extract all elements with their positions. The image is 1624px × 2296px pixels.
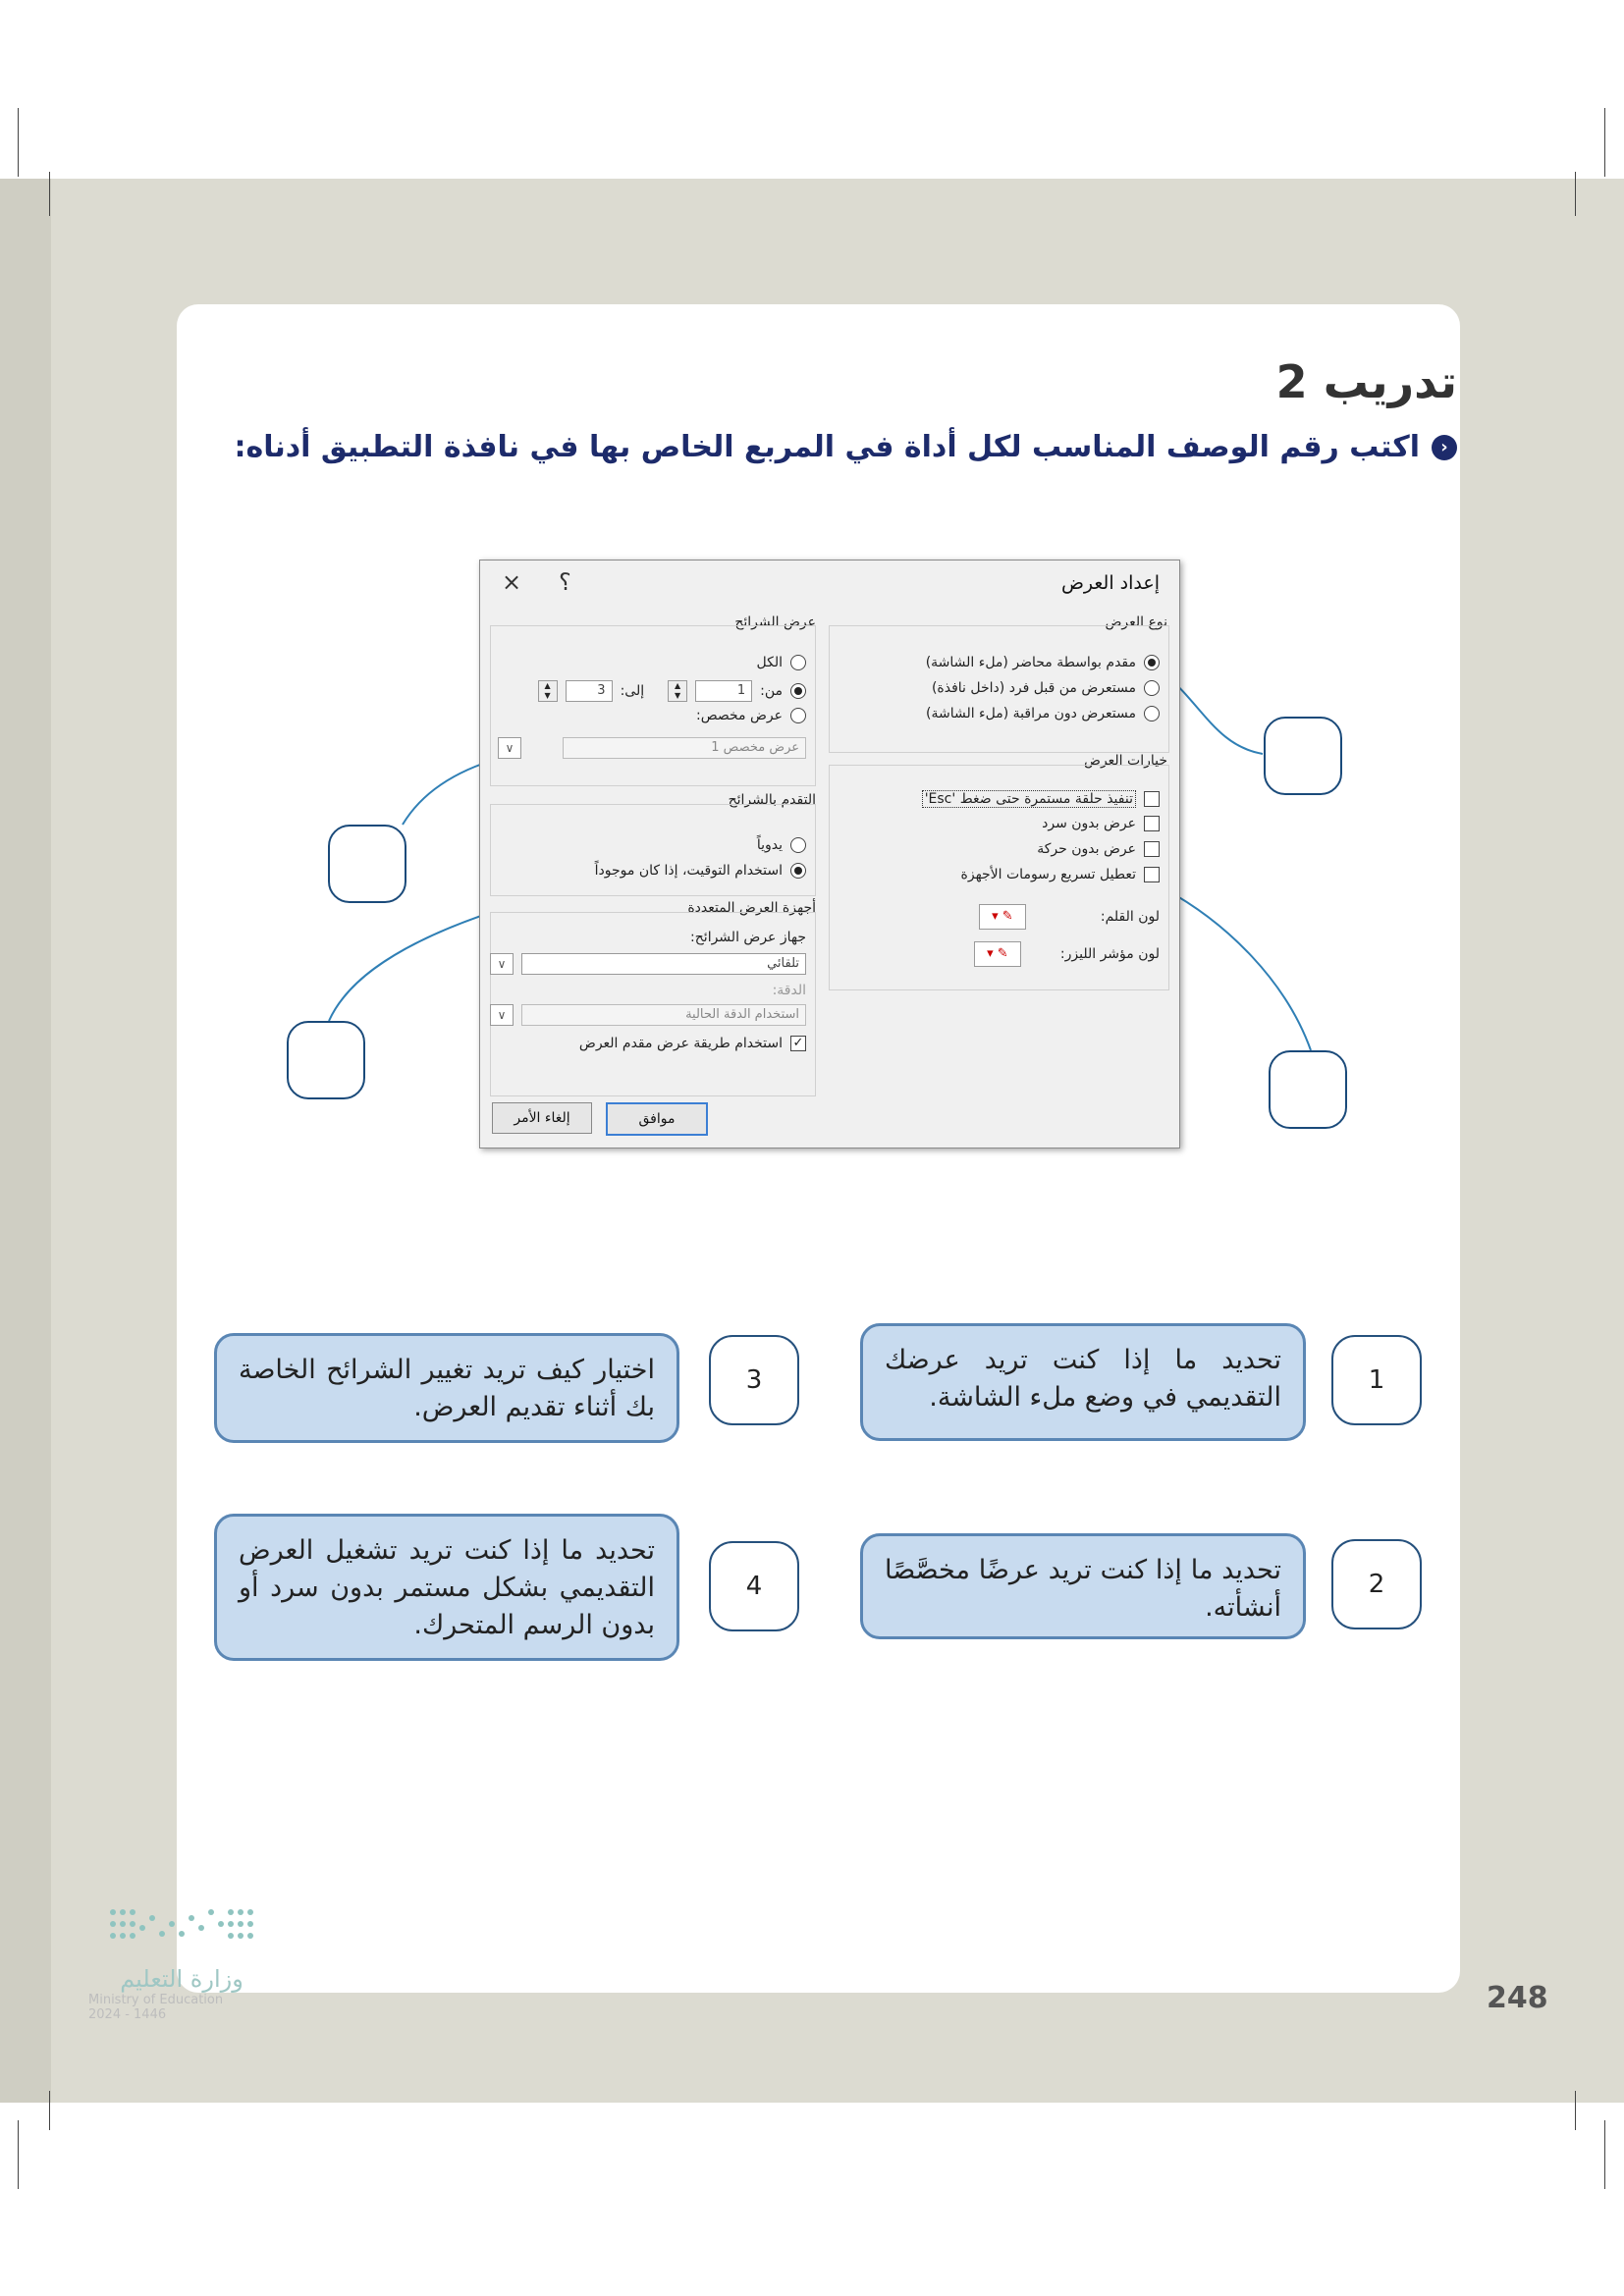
answer-description: تحديد ما إذا كنت تريد عرضك التقديمي في وضع ملء الشاشة. (860, 1323, 1306, 1441)
answer-box-show-options[interactable] (1269, 1050, 1347, 1129)
option-label: عرض بدون سرد (1042, 816, 1136, 831)
show-options-label: خيارات العرض (1084, 753, 1167, 769)
to-spinner[interactable]: ▲ ▼ (538, 680, 558, 702)
ministry-name-ar: وزارة التعليم (120, 1965, 244, 1993)
option-no-animation[interactable] (1037, 841, 1160, 857)
option-label: استخدام طريقة عرض مقدم العرض (578, 1036, 783, 1051)
show-type-presenter[interactable] (926, 655, 1160, 670)
show-type-kiosk[interactable] (926, 706, 1160, 721)
option-no-narration[interactable] (1042, 816, 1160, 831)
ok-button[interactable]: موافق (606, 1102, 708, 1136)
option-label: تعطيل تسريع رسومات الأجهزة (960, 867, 1136, 882)
show-type-label: نوع العرض (1105, 614, 1167, 630)
radio-button[interactable] (790, 837, 806, 853)
checkbox-checked[interactable]: ✓ (790, 1036, 806, 1051)
setup-show-dialog (479, 560, 1180, 1148)
answer-number: 4 (709, 1541, 799, 1631)
option-label: مستعرض دون مراقبة (ملء الشاشة) (926, 706, 1136, 721)
to-label: إلى: (620, 683, 645, 699)
custom-show-select[interactable] (498, 737, 806, 759)
chevron-down-icon[interactable]: ∨ (490, 1004, 514, 1026)
from-input[interactable]: 1 (695, 680, 752, 702)
from-spinner[interactable]: ▲ ▼ (668, 680, 687, 702)
dialog-title: إعداد العرض (1060, 572, 1160, 594)
radio-button[interactable] (1144, 655, 1160, 670)
ministry-year: 2024 - 1446 (88, 2007, 167, 2022)
answer-box-show-type[interactable] (1264, 717, 1342, 795)
answer-description: اختيار كيف تريد تغيير الشرائح الخاصة بك أثناء تقديم العرض. (214, 1333, 679, 1443)
answer-number: 2 (1331, 1539, 1422, 1629)
checkbox[interactable] (1144, 841, 1160, 857)
presenter-view-option[interactable] (579, 1036, 806, 1051)
chevron-down-icon[interactable]: ∨ (490, 953, 514, 975)
pen-color-picker[interactable]: ✎ ▾ (979, 904, 1026, 930)
help-icon[interactable]: ؟ (559, 568, 571, 596)
advance-label: التقدم بالشرائح (728, 792, 816, 808)
custom-show-value: عرض مخصص 1 (563, 737, 806, 759)
answer-box-advance-slides[interactable] (287, 1021, 365, 1099)
page-number: 248 (1487, 1981, 1548, 2015)
radio-button[interactable] (1144, 680, 1160, 696)
option-label: استخدام التوقيت، إذا كان موجوداً (594, 863, 783, 879)
radio-button[interactable] (790, 708, 806, 723)
chevron-left-icon: ‹ (1432, 435, 1457, 460)
answer-box-custom-show[interactable] (328, 825, 406, 903)
resolution-label: الدقة: (772, 983, 806, 998)
slides-custom[interactable] (696, 708, 806, 723)
radio-button[interactable] (790, 683, 806, 699)
option-label: عرض مخصص: (696, 708, 783, 723)
option-label: الكل (756, 655, 783, 670)
show-slides-group (490, 625, 816, 786)
radio-button[interactable] (790, 863, 806, 879)
option-disable-hw-accel[interactable] (961, 867, 1160, 882)
ministry-dots-icon (103, 1902, 260, 1961)
option-label: تنفيذ حلقة مستمرة حتى ضغط 'Esc' (922, 790, 1136, 808)
ministry-logo (88, 1902, 275, 2022)
pen-color-row (979, 904, 1160, 930)
laser-color-row (974, 941, 1160, 967)
option-label: عرض بدون حركة (1037, 841, 1136, 857)
to-input[interactable]: 3 (566, 680, 613, 702)
laser-color-picker[interactable]: ✎ ▾ (974, 941, 1021, 967)
ministry-name-en: Ministry of Education (88, 1993, 224, 2007)
monitors-label: أجهزة العرض المتعددة (687, 900, 816, 916)
slides-range (538, 680, 806, 702)
show-type-individual[interactable] (932, 680, 1160, 696)
monitor-value: تلقائي (521, 953, 806, 975)
advance-timings[interactable] (595, 863, 806, 879)
show-slides-label: عرض الشرائح (734, 614, 816, 630)
advance-manual[interactable] (757, 837, 806, 853)
pen-color-label: لون القلم: (1100, 909, 1160, 925)
laser-color-label: لون مؤشر الليزر: (1059, 946, 1160, 962)
from-label: من: (760, 683, 783, 699)
instruction-text: اكتب رقم الوصف المناسب لكل أداة في المربع الخاص بها في نافذة التطبيق أدناه: (234, 430, 1420, 464)
answer-description: تحديد ما إذا كنت تريد عرضًا مخصَّصًا أنشأته. (860, 1533, 1306, 1639)
radio-button[interactable] (1144, 706, 1160, 721)
close-icon[interactable]: × (502, 568, 522, 596)
resolution-value: استخدام الدقة الحالية (521, 1004, 806, 1026)
slides-all[interactable] (757, 655, 807, 670)
resolution-select[interactable] (490, 1004, 806, 1026)
monitor-select[interactable] (490, 953, 806, 975)
option-label: يدوياً (756, 837, 783, 853)
checkbox[interactable] (1144, 791, 1160, 807)
option-label: مستعرض من قبل فرد (داخل نافذة) (931, 680, 1136, 696)
monitor-label: جهاز عرض الشرائح: (690, 930, 806, 945)
cancel-button[interactable]: إلغاء الأمر (492, 1102, 592, 1134)
exercise-title: تدريب 2 (1275, 355, 1457, 408)
checkbox[interactable] (1144, 816, 1160, 831)
radio-button[interactable] (790, 655, 806, 670)
option-label: مقدم بواسطة محاضر (ملء الشاشة) (925, 655, 1136, 670)
option-loop[interactable] (922, 790, 1160, 808)
answer-description: تحديد ما إذا كنت تريد تشغيل العرض التقديمي بشكل مستمر بدون سرد أو بدون الرسم المتحرك. (214, 1514, 679, 1661)
chevron-down-icon[interactable]: ∨ (498, 737, 521, 759)
checkbox[interactable] (1144, 867, 1160, 882)
answer-number: 3 (709, 1335, 799, 1425)
answer-number: 1 (1331, 1335, 1422, 1425)
